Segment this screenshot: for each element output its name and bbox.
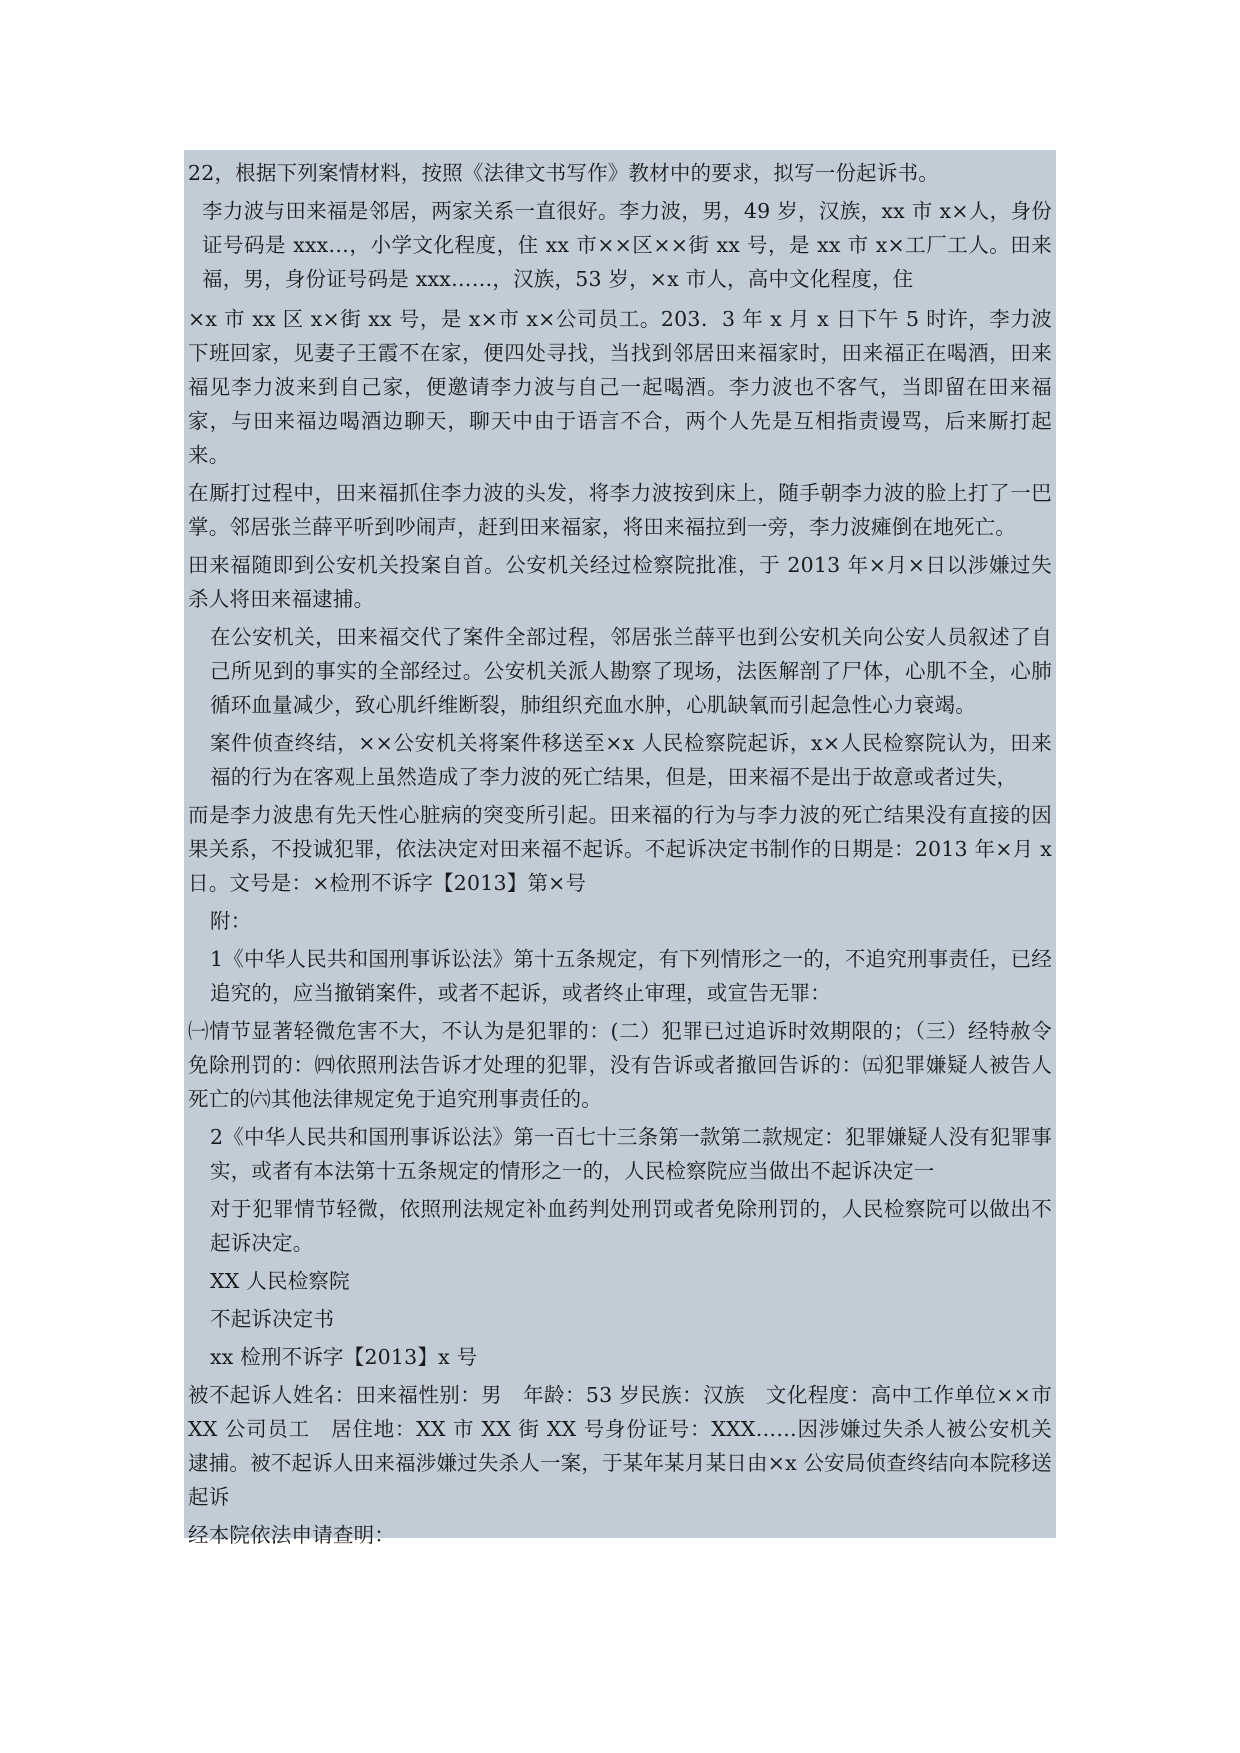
law-article-1: 1《中华人民共和国刑事诉讼法》第十五条规定，有下列情形之一的，不追究刑事责任，已经追究的，应当撤销案件，或者不起诉，或者终止审理，或宣告无罪： bbox=[210, 947, 1052, 1005]
case-paragraph-3: 在厮打过程中，田来福抓住李力波的头发，将李力波按到床上，随手朝李力波的脸上打了一巴掌。邻居张兰薛平听到吵闹声，赶到田来福家，将田来福拉到一旁，李力波瘫倒在地死亡。 bbox=[188, 481, 1052, 539]
decision-title: 不起诉决定书 bbox=[210, 1307, 335, 1331]
question-heading: 22，根据下列案情材料，按照《法律文书写作》教材中的要求，拟写一份起诉书。 bbox=[188, 161, 939, 185]
case-paragraph-4: 田来福随即到公安机关投案自首。公安机关经过检察院批准，于 2013 年×月×日以涉嫌过失杀人将田来福逮捕。 bbox=[188, 553, 1052, 611]
findings-intro: 经本院依法申请查明： bbox=[188, 1523, 395, 1547]
case-paragraph-1: 李力波与田来福是邻居，两家关系一直很好。李力波，男，49 岁，汉族，xx 市 x×人，身份证号码是 xxx…，小学文化程度，住 xx 市××区××街 xx 号，是 xx 市 x×工厂工人。田来福，男，身份证号码是 xxx……，汉族，53 岁，×x 市人，高中文化程度，住 bbox=[202, 199, 1052, 291]
document-number: xx 检刑不诉字【2013】x 号 bbox=[210, 1345, 478, 1369]
procuratorate-name: XX 人民检察院 bbox=[210, 1269, 350, 1293]
appendix-label: 附： bbox=[210, 909, 252, 933]
case-paragraph-7: 而是李力波患有先天性心脏病的突变所引起。田来福的行为与李力波的死亡结果没有直接的因果关系，不投诚犯罪，依法决定对田来福不起诉。不起诉决定书制作的日期是：2013 年×月 x 日。文号是：×检刑不诉字【2013】第×号 bbox=[188, 803, 1052, 895]
law-article-2: 2《中华人民共和国刑事诉讼法》第一百七十三条第一款第二款规定：犯罪嫌疑人没有犯罪事实，或者有本法第十五条规定的情形之一的，人民检察院应当做出不起诉决定一 bbox=[210, 1125, 1052, 1183]
case-paragraph-2: ×x 市 xx 区 x×街 xx 号，是 x×市 x×公司员工。203．3 年 x 月 x 日下午 5 时许，李力波下班回家，见妻子王霞不在家，便四处寻找，当找到邻居田来福家时，田来福正在喝酒，田来福见李力波来到自己家，便邀请李力波与自己一起喝酒。李力波也不客气，当即留在田来福家，与田来福边喝酒边聊天，聊天中由于语言不合，两个人先是互相指责谩骂，后来厮打起来。 bbox=[188, 307, 1052, 467]
law-article-1-items: ㈠情节显著轻微危害不大，不认为是犯罪的：(二）犯罪已过追诉时效期限的；（三）经特赦令免除刑罚的：㈣依照刑法告诉才处理的犯罪，没有告诉或者撤回告诉的：㈤犯罪嫌疑人被告人死亡的㈥其他法律规定免于追究刑事责任的。 bbox=[188, 1019, 1052, 1111]
case-paragraph-6: 案件侦查终结，××公安机关将案件移送至×x 人民检察院起诉，x×人民检察院认为，田来福的行为在客观上虽然造成了李力波的死亡结果，但是，田来福不是出于故意或者过失， bbox=[210, 731, 1052, 789]
case-paragraph-5: 在公安机关，田来福交代了案件全部过程，邻居张兰薛平也到公安机关向公安人员叙述了自己所见到的事实的全部经过。公安机关派人勘察了现场，法医解剖了尸体，心肌不全，心肺循环血量减少，致心肌纤维断裂，肺组织充血水肿，心肌缺氧而引起急性心力衰竭。 bbox=[210, 625, 1052, 717]
document-page bbox=[184, 150, 1056, 1547]
defendant-info: 被不起诉人姓名：田来福性别：男 年龄：53 岁民族：汉族 文化程度：高中工作单位××市 XX 公司员工 居住地：XX 市 XX 街 XX 号身份证号：XXX……因涉嫌过失杀人被公安机关逮捕。被不起诉人田来福涉嫌过失杀人一案，于某年某月某日由×x 公安局侦查终结向本院移送起诉 bbox=[188, 1383, 1052, 1509]
law-article-2-cont: 对于犯罪情节轻微，依照刑法规定补血药判处刑罚或者免除刑罚的，人民检察院可以做出不起诉决定。 bbox=[210, 1197, 1052, 1255]
